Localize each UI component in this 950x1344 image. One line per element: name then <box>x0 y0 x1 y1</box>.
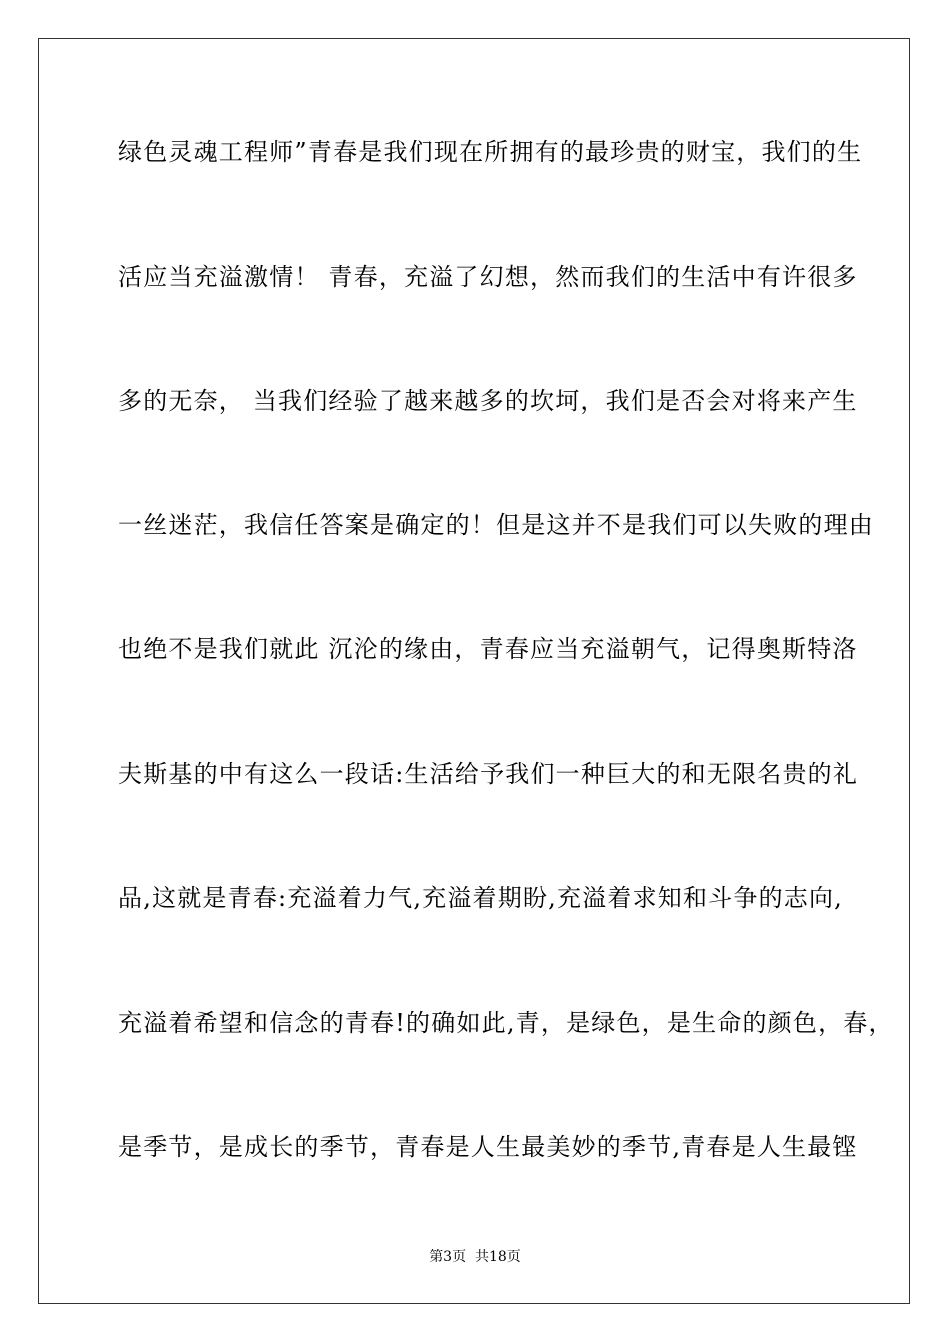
body-text-line: 夫斯基的中有这么一段话:生活给予我们一种巨大的和无限名贵的礼 <box>118 760 859 788</box>
body-text-line: 一丝迷茫，我信任答案是确定的！但是这并不是我们可以失败的理由 <box>118 511 874 539</box>
page-border <box>38 38 910 1304</box>
body-text-line: 充溢着希望和信念的青春!的确如此,青，是绿色，是生命的颜色，春， <box>118 1009 894 1037</box>
page-number-footer: 第3页 共18页 <box>429 1249 521 1265</box>
body-text-line: 活应当充溢激情！ 青春，充溢了幻想，然而我们的生活中有许很多 <box>118 263 858 291</box>
body-text-line: 多的无奈， 当我们经验了越来越多的坎坷，我们是否会对将来产生 <box>118 387 858 415</box>
body-text-line: 也绝不是我们就此 沉沦的缘由，青春应当充溢朝气，记得奥斯特洛 <box>118 635 858 663</box>
body-text-line: 绿色灵魂工程师”青春是我们现在所拥有的最珍贵的财宝，我们的生 <box>118 138 863 166</box>
body-text-line: 品,这就是青春:充溢着力气,充溢着期盼,充溢着求知和斗争的志向, <box>118 884 843 912</box>
body-text-line: 是季节，是成长的季节，青春是人生最美妙的季节,青春是人生最铿 <box>118 1133 858 1161</box>
